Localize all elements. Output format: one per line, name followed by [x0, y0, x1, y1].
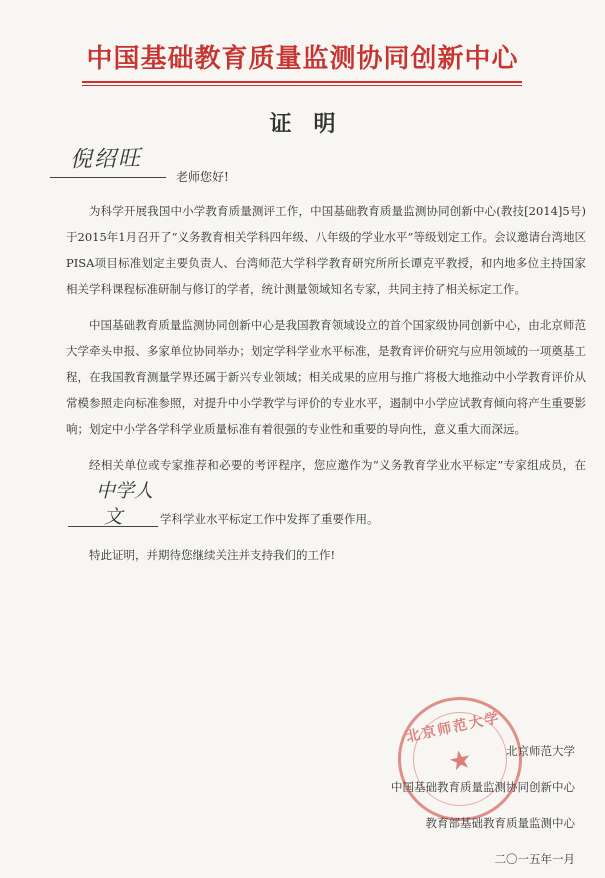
- header-rule-thin: [82, 85, 522, 86]
- body-text: [66, 198, 586, 568]
- paragraph-1: 为科学开展我国中小学教育质量测评工作，中国基础教育质量监测协同创新中心(教技[2014]5号)于2015年1月召开了“义务教育相关学科四年级、八年级的学业水平”等级划定工作。会议邀请台湾地区PISA项目标准划定主要负责人、台湾师范大学科学教育研究所所长谭克平教授，和内地多位主持国家相关学科课程标准研制与修订的学者，统计测量领域知名专家，共同主持了相关标定工作。: [66, 204, 586, 296]
- subject-handwritten: 中学人文: [72, 478, 154, 530]
- signature-block: [275, 733, 575, 877]
- header-rule-thick: [82, 81, 522, 83]
- greeting-text: 老师您好!: [176, 170, 229, 184]
- document-date: 二〇一五年一月: [494, 852, 575, 866]
- signatory-monitoring-center: 教育部基础教育质量监测中心: [425, 816, 575, 830]
- stamp-star-icon: ★: [445, 743, 475, 779]
- paragraph-3-part1: 经相关单位或专家推荐和必要的考评程序，您应邀作为“义务教育学业水平标定”专家组成员，在: [89, 458, 586, 472]
- paragraph-3: [66, 452, 586, 532]
- salutation: [50, 146, 570, 184]
- document-title: 证明: [269, 111, 358, 137]
- closing-text: 特此证明，并期待您继续关注并支持我们的工作!: [89, 548, 336, 562]
- recipient-name-handwritten: 倪绍旺: [69, 146, 143, 173]
- stamp-text: 北京师范大学: [404, 709, 502, 746]
- name-underline: [50, 177, 166, 178]
- signatory-innovation-center: 中国基础教育质量监测协同创新中心: [391, 780, 575, 794]
- signatory-bnu: 北京师范大学: [506, 744, 575, 758]
- paragraph-2: 中国基础教育质量监测协同创新中心是我国教育领域设立的首个国家级协同创新中心，由北京师范大学牵头申报、多家单位协同举办；划定学科学业水平标准，是教育评价研究与应用领域的一项奠基工程，在我国教育测量学界还属于新兴专业领域；相关成果的应用与推广将极大地推动中小学教育评价从常模参照走向标准参照，对提升中小学教学与评价的专业水平，遏制中小学应试教育倾向将产生重要影响；划定中小学各学科学业质量标准有着很强的专业性和重要的导向性，意义重大而深远。: [66, 318, 586, 436]
- organization-header: 中国基础教育质量监测协同创新中心: [86, 44, 519, 74]
- paragraph-3-part2: 学科学业水平标定工作中发挥了重要作用。: [160, 512, 379, 526]
